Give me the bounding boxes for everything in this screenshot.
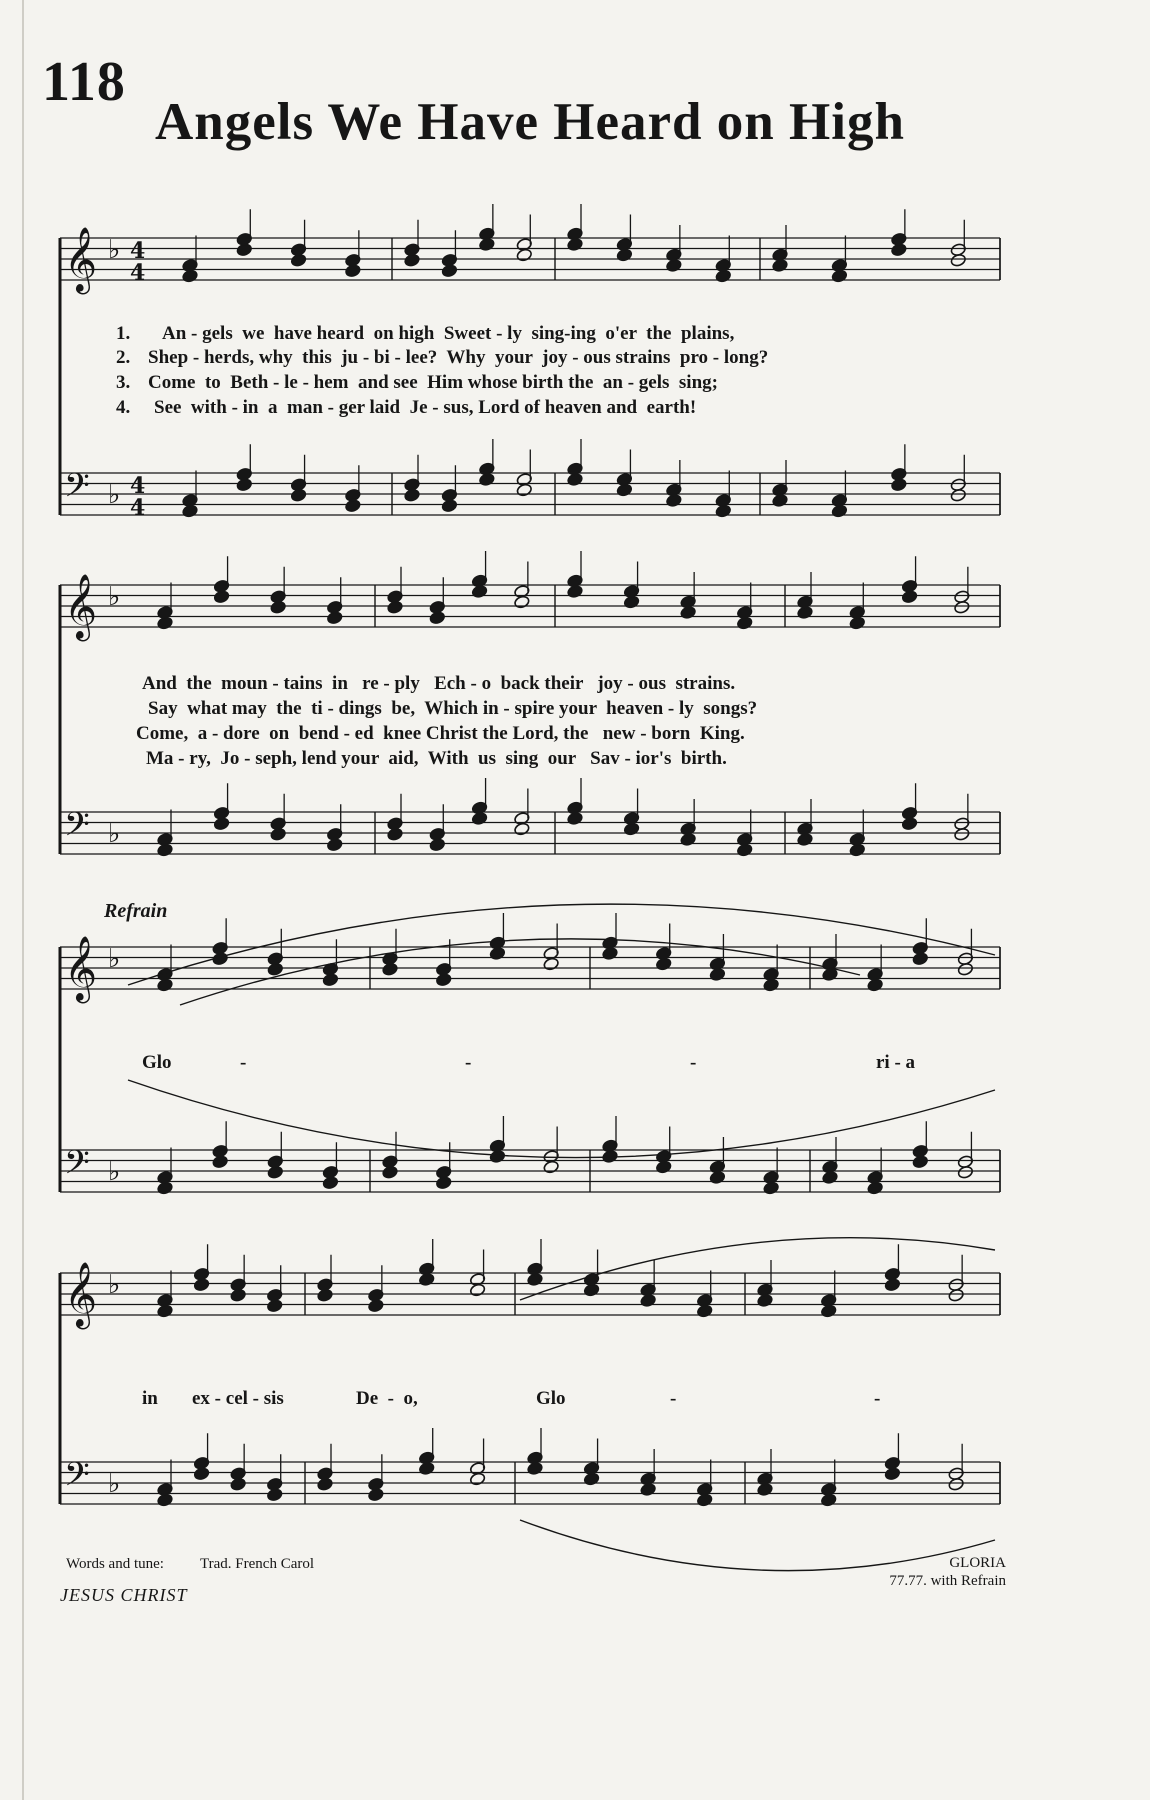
hymn-title: Angels We Have Heard on High <box>155 93 905 151</box>
flat-icon: ♭ <box>108 582 121 612</box>
time-signature-top: 4 <box>130 238 146 264</box>
treble-clef-icon: 𝄞 <box>64 936 98 1001</box>
refrain-ria: ri - a <box>876 1052 916 1073</box>
verse-1-line-2: And the moun - tains in re - ply Ech - o back their joy - ous strains. <box>142 673 736 694</box>
refrain-in: in <box>142 1388 158 1409</box>
verse-number-2: 2. <box>116 347 131 368</box>
hymn-number: 118 <box>42 51 126 113</box>
credit-value: Trad. French Carol <box>200 1556 315 1572</box>
verse-number-1: 1. <box>116 323 131 344</box>
time-signature-bottom: 4 <box>130 260 146 286</box>
refrain-deo: De - o, <box>356 1388 418 1409</box>
verse-2-line-1: Shep - herds, why this ju - bi - lee? Why your joy - ous strains pro - long? <box>148 347 769 368</box>
flat-icon: ♭ <box>108 1270 121 1300</box>
time-signature-bottom: 4 <box>130 495 146 521</box>
hymnal-section: JESUS CHRIST <box>60 1585 188 1605</box>
refrain-dash-4: - <box>670 1388 677 1409</box>
credit-label: Words and tune: <box>66 1556 164 1572</box>
flat-icon: ♭ <box>108 235 121 265</box>
refrain-excelsis: ex - cel - sis <box>192 1388 284 1409</box>
refrain-dash-2: - <box>465 1052 472 1073</box>
slur <box>180 939 860 1005</box>
treble-clef-icon: 𝄞 <box>64 1262 98 1327</box>
meter: 77.77. with Refrain <box>889 1573 1006 1589</box>
verse-number-3: 3. <box>116 372 131 393</box>
verse-1-line-1: An - gels we have heard on high Sweet - ly sing-ing o'er the plains, <box>162 323 735 344</box>
verse-4-line-1: See with - in a man - ger laid Je - sus, Lord of heaven and earth! <box>154 397 697 418</box>
slur <box>128 904 995 985</box>
bass-clef-icon: 𝄢 <box>64 1456 90 1502</box>
flat-icon: ♭ <box>108 819 121 849</box>
verse-number-4: 4. <box>116 397 131 418</box>
refrain-glo: Glo <box>142 1052 172 1073</box>
flat-icon: ♭ <box>108 1157 121 1187</box>
flat-icon: ♭ <box>108 944 121 974</box>
bass-clef-icon: 𝄢 <box>64 806 90 852</box>
flat-icon: ♭ <box>108 480 121 510</box>
verse-3-line-1: Come to Beth - le - hem and see Him whose birth the an - gels sing; <box>148 372 718 393</box>
refrain-glo-2: Glo <box>536 1388 566 1409</box>
refrain-dash-1: - <box>240 1052 247 1073</box>
slur <box>128 1080 995 1158</box>
tune-name: GLORIA <box>949 1555 1006 1571</box>
treble-clef-icon: 𝄞 <box>64 574 98 639</box>
refrain-dash-3: - <box>690 1052 697 1073</box>
bass-clef-icon: 𝄢 <box>64 1144 90 1190</box>
verse-2-line-2: Say what may the ti - dings be, Which in - spire your heaven - ly songs? <box>148 698 758 719</box>
treble-clef-icon: 𝄞 <box>64 227 98 292</box>
refrain-label: Refrain <box>104 900 168 922</box>
refrain-dash-5: - <box>874 1388 881 1409</box>
flat-icon: ♭ <box>108 1469 121 1499</box>
time-signature-top: 4 <box>130 473 146 499</box>
bass-clef-icon: 𝄢 <box>64 467 90 513</box>
verse-3-line-2: Come, a - dore on bend - ed knee Christ the Lord, the new - born King. <box>136 723 745 744</box>
verse-4-line-2: Ma - ry, Jo - seph, lend your aid, With us sing our Sav - ior's birth. <box>146 748 727 769</box>
slur <box>520 1520 995 1571</box>
